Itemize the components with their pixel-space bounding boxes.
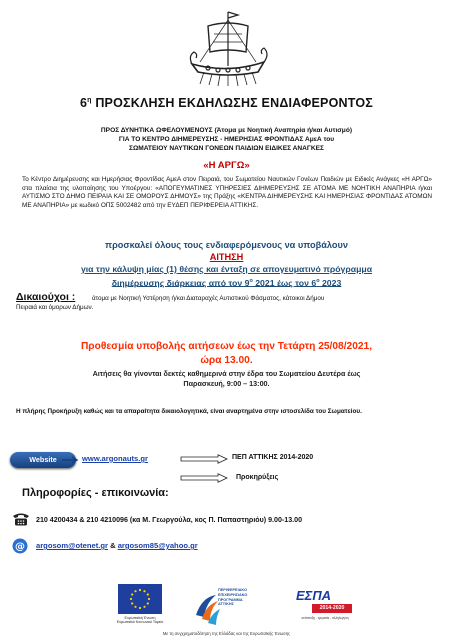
deadline-notice: Προθεσμία υποβολής αιτήσεων έως την Τετάρτη 25/08/2021, ώρα 13.00. bbox=[80, 341, 373, 366]
invitation-text: προσκαλεί όλους τους ενδιαφερόμενους να υποβάλουν bbox=[105, 240, 348, 250]
announcements-link[interactable]: Προκηρύξεις bbox=[236, 474, 279, 481]
espa-logo-title: ΕΣΠΑ bbox=[296, 588, 332, 603]
placement-description: για την κάλυψη μίας (1) θέσης και ένταξη σε απογευματινό πρόγραμμα διημέρευσης διάρκειας από τον $9^o$ 2021 έως τον $6^o$ 2023 bbox=[80, 264, 373, 288]
eu-flag-logo bbox=[118, 584, 162, 614]
proclamation-note: Η πλήρης Προκήρυξη καθώς και τα απαραίτητα δικαιολογητικά, είναι αναρτημένα στην ιστοσελίδα του Σωματείου. bbox=[16, 408, 362, 415]
cofunding-footer: Με τη συγχρηματοδότηση της Ελλάδας και της Ευρωπαϊκής Ένωσης bbox=[162, 631, 291, 636]
office-hours: Αιτήσεις θα γίνονται δεκτές καθημερινά στην έδρα του Σωματείου Δευτέρα έως Παρασκευή, 9:00 – 13:00. bbox=[92, 369, 361, 388]
email-addresses: argosom@otenet.gr & argosom85@yahoo.gr bbox=[36, 541, 198, 550]
website-link[interactable]: www.argonauts.gr bbox=[82, 454, 148, 463]
organization-name: «Η ΑΡΓΩ» bbox=[203, 160, 250, 171]
arrow-right-icon bbox=[62, 456, 82, 464]
website-button[interactable]: Website bbox=[10, 452, 76, 468]
subtitle-line-2: ΓΙΑ ΤΟ ΚΕΝΤΡΟ ΔΙΗΜΕΡΕΥΣΗΣ - ΗΜΕΡΗΣΙΑΣ ΦΡΟΝΤΙΔΑΣ ΑμεΑ του bbox=[118, 136, 335, 143]
telephone-icon bbox=[12, 512, 30, 526]
email-link-yahoo[interactable]: argosom85@yahoo.gr bbox=[117, 541, 198, 550]
subtitle-line-1: ΠΡΟΣ ΔΥΝΗΤΙΚΑ ΩΦΕΛΟΥΜΕΝΟΥΣ (Άτομα με Νοητική Αναπηρία ή/και Αυτισμό) bbox=[100, 127, 353, 134]
contact-heading: Πληροφορίες - επικοινωνία: bbox=[22, 487, 169, 499]
application-heading: ΑΙΤΗΣΗ bbox=[209, 252, 244, 262]
beneficiaries-heading: Δικαιούχοι : bbox=[16, 291, 76, 303]
email-link-otenet[interactable]: argosom@otenet.gr bbox=[36, 541, 108, 550]
argo-ship-logo bbox=[186, 4, 270, 88]
espa-slogan: ανάπτυξη - εργασία - αλληλεγγύη bbox=[301, 616, 349, 620]
beneficiaries-text-2: Πειραιά και όμορων Δήμων. bbox=[16, 304, 94, 311]
eu-caption: Ευρωπαϊκή Ένωση Ευρωπαϊκό Κοινωνικό Ταμείο bbox=[116, 616, 164, 625]
intro-paragraph: Το Κέντρο Διημέρευσης και Ημερήσιας Φροντίδας ΑμεΑ στον Πειραιά, του Σωματείου Ναυτικών Γονέων Παιδιών με Ειδικές Ανάγκες «Η ΑΡΓΩ» στα πλαίσια της υλοποίησης του Υποέργου: «ΑΠΟΓΕΥΜΑΤΙΝΕΣ ΥΠΗΡΕΣΙΕΣ ΔΙΗΜΕΡΕΥΣΗΣ ΣΕ ΑΤΟΜΑ ΜΕ ΝΟΗΤΙΚΗ ΑΝΑΠΗΡΙΑ ή/και ΑΥΤΙΣΜΟ ΣΤΟ ΔΗΜΟ ΠΕΙΡΑΙΑ ΚΑΙ ΣΕ ΟΜΟΡΟΥΣ ΔΗΜΟΥΣ» της Πράξης «ΚΕΝΤΡΑ ΔΙΗΜΕΡΕΥΣΗΣ ΚΑΙ ΗΜΕΡΗΣΙΑΣ ΦΡΟΝΤΙΔΑΣ ΑΤΟΜΩΝ ΜΕ ΑΝΑΠΗΡΙΑ» με κωδικό ΟΠΣ 5002482 από την ΕΥΔΕΠ ΠΕΡΙΦΕΡΕΙΑ ΑΤΤΙΚΗΣ. bbox=[22, 176, 432, 209]
espa-years: 2014-2020 bbox=[312, 604, 352, 613]
page-title: $6^\eta$ ΠΡΟΣΚΛΗΣΗ ΕΚΔΗΛΩΣΗΣ ΕΝΔΙΑΦΕΡΟΝΤΟΣ bbox=[80, 96, 373, 110]
arrow-right-icon bbox=[180, 454, 228, 464]
pep-attica-link[interactable]: ΠΕΠ ΑΤΤΙΚΗΣ 2014-2020 bbox=[232, 454, 314, 461]
subtitle-line-3: ΣΩΜΑΤΕΙΟΥ ΝΑΥΤΙΚΩΝ ΓΟΝΕΩΝ ΠΑΙΔΙΩΝ ΕΙΔΙΚΕΣ ΑΝΑΓΚΕΣ bbox=[128, 145, 325, 152]
phone-numbers: 210 4200434 & 210 4210096 (κα Μ. Γεωργούλα, κος Π. Παπαστηριόυ) 9.00-13.00 bbox=[36, 516, 303, 524]
beneficiaries-text-1: άτομα με Νοητική Υστέρηση ή/και Διαταραχές Αυτιστικού Φάσματος, κάτοικοι Δήμου bbox=[92, 295, 325, 302]
pep-logo-text: ΠΕΡΙΦΕΡΕΙΑΚΟ ΕΠΙΧΕΙΡΗΣΙΑΚΟ ΠΡΟΓΡΑΜΜΑ ΑΤΤΙΚΗΣ bbox=[218, 588, 248, 607]
email-at-icon bbox=[12, 538, 28, 554]
arrow-right-icon bbox=[180, 473, 228, 483]
svg-text:@: @ bbox=[15, 541, 25, 553]
